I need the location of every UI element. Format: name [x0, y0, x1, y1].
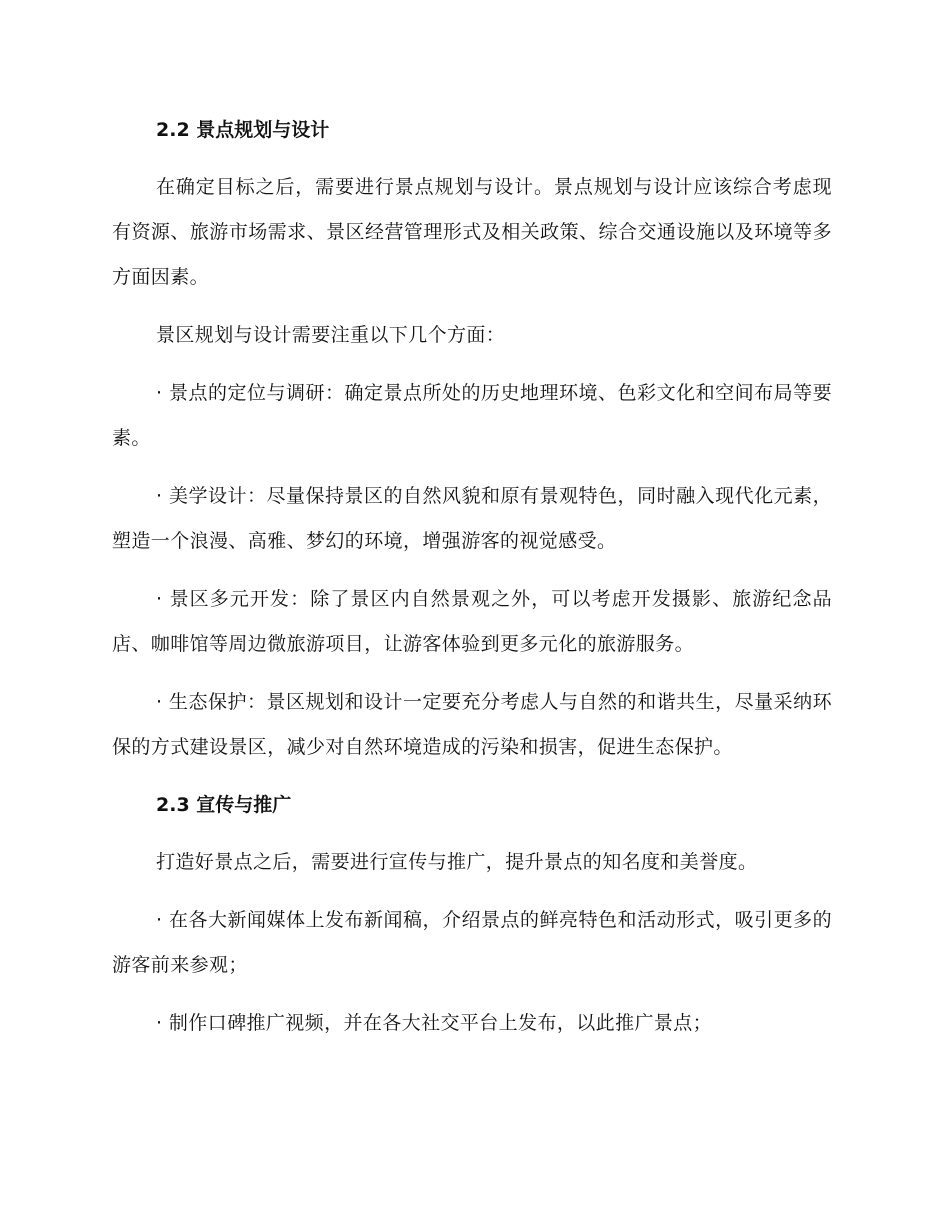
paragraph: 在确定目标之后，需要进行景点规划与设计。景点规划与设计应该综合考虑现有资源、旅游市场需求、景区经营管理形式及相关政策、综合交通设施以及环境等多方面因素。	[112, 176, 832, 288]
list-item: · 美学设计：尽量保持景区的自然风貌和原有景观特色，同时融入现代化元素，塑造一个浪漫、高雅、梦幻的环境，增强游客的视觉感受。	[112, 485, 832, 552]
list-item: · 生态保护：景区规划和设计一定要充分考虑人与自然的和谐共生，尽量采纳环保的方式建设景区，减少对自然环境造成的污染和损害，促进生态保护。	[112, 691, 832, 758]
section-heading: 2.3 宣传与推广	[156, 794, 292, 816]
list-item: · 景区多元开发：除了景区内自然景观之外，可以考虑开发摄影、旅游纪念品店、咖啡馆等周边微旅游项目，让游客体验到更多元化的旅游服务。	[112, 588, 832, 655]
list-item: · 制作口碑推广视频，并在各大社交平台上发布，以此推广景点；	[156, 1012, 713, 1034]
section-heading: 2.2 景点规划与设计	[156, 119, 330, 141]
document-page	[112, 108, 832, 1059]
paragraph: 打造好景点之后，需要进行宣传与推广，提升景点的知名度和美誉度。	[156, 851, 758, 873]
list-item: · 景点的定位与调研：确定景点所处的历史地理环境、色彩文化和空间布局等要素。	[112, 382, 832, 449]
paragraph: 景区规划与设计需要注重以下几个方面：	[156, 324, 506, 346]
list-item: · 在各大新闻媒体上发布新闻稿，介绍景点的鲜亮特色和活动形式，吸引更多的游客前来参观；	[112, 909, 832, 976]
